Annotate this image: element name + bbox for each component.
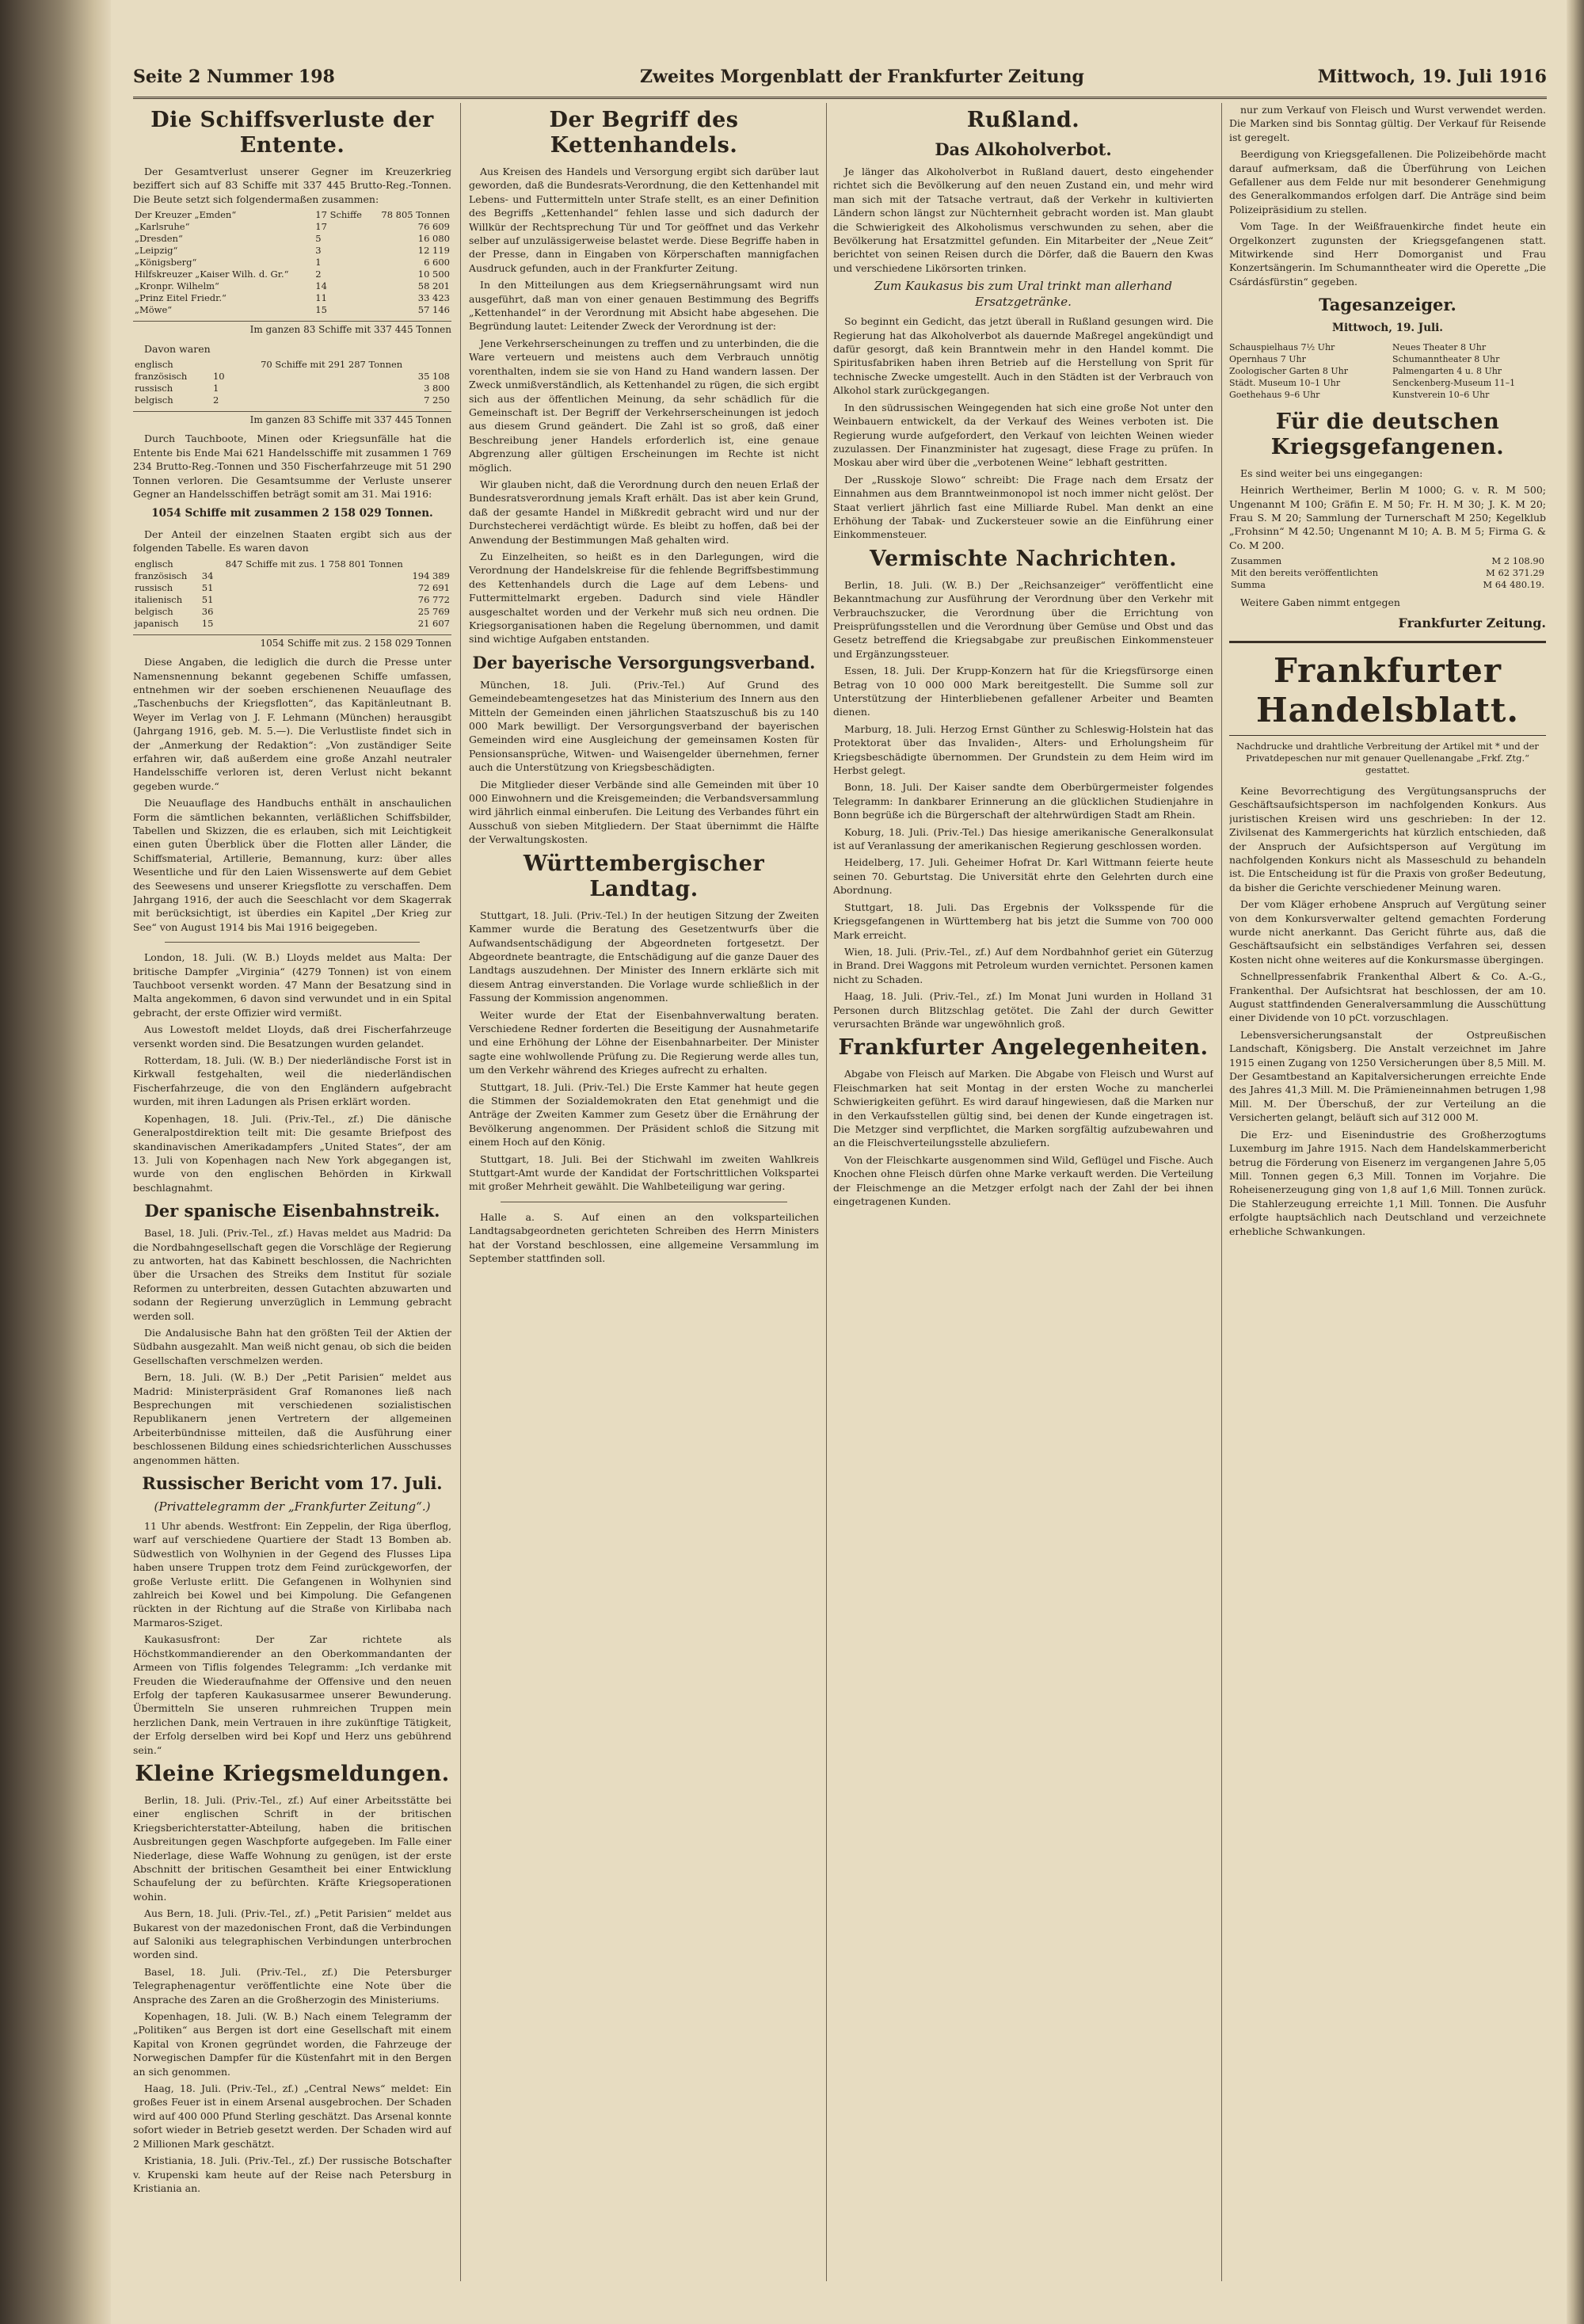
fleet-row — [133, 221, 451, 233]
article-paragraph: In den südrussischen Weingegenden hat sich eine große Not unter den Weinbauern entwickelt, da der Verkauf des Weines verboten ist. Die Regierung wurde aufgefordert, den Verkauf von leichten Weinen wieder zuzulassen. Der Finanzminister hat zugesagt, diese Frage zu prüfen. In Moskau aber wird über die „verbotenen Weine“ lebhaft gestritten. — [833, 401, 1213, 469]
table-value-cell: 33 423 — [417, 292, 450, 304]
issue-date: Mittwoch, 19. Juli 1916 — [1317, 67, 1547, 87]
table-label-cell: russisch — [135, 581, 173, 593]
table-value-cell: 7 250 — [424, 394, 450, 406]
listing-item: Schumanntheater 8 Uhr — [1392, 353, 1500, 364]
column-rule — [826, 103, 827, 2281]
article-paragraph: Die Mitglieder dieser Verbände sind alle Gemeinden mit über 10 000 Einwohnern und die Kreisgemeinden; die Verbandsversammlung wird jährlich einmal einberufen. Die Leitung des Verbandes führt ein Ausschuß von sieben Mitgliedern. Der Staat übernimmt die Hälfte der Verwaltungskosten. — [469, 778, 819, 846]
table-value-cell: 51 — [201, 593, 214, 605]
headline-subtitle: (Privattelegramm der „Frankfurter Zeitung“.) — [154, 1499, 431, 1514]
table-value-cell: 3 800 — [424, 383, 450, 394]
fleet-row — [133, 257, 451, 269]
article-paragraph: Der Gesamtverlust unserer Gegner im Kreuzerkrieg beziffert sich auf 83 Schiffe mit 337 445 Brutto-Reg.-Tonnen. Die Beute setzt sich folgendermaßen zusammen: — [133, 166, 451, 205]
article-paragraph: London, 18. Juli. (W. B.) Lloyds meldet aus Malta: Der britische Dampfer „Virginia“ (4279 Tonnen) ist von einem Tauchboot versenkt worden. 47 Mann der Besatzung sind in Malta angekommen, 6 davon sind verwundet und in ein Spital gebracht, der erste Offizier wird vermißt. — [133, 951, 451, 1019]
article-paragraph: Aus Lowestoft meldet Lloyds, daß drei Fischerfahrzeuge versenkt worden sind. Die Besatzungen wurden gelandet. — [133, 1023, 451, 1050]
article-paragraph: Aus Bern, 18. Juli. (Priv.-Tel., zf.) „Petit Parisien“ meldet aus Bukarest von der mazedonischen Front, daß die Verbindungen auf Saloniki aus telegraphischen Verbindungen unterbrochen worden sind. — [133, 1907, 451, 1961]
article-paragraph: Essen, 18. Juli. Der Krupp-Konzern hat für die Kriegsfürsorge einen Betrag von 10 000 000 Mark bereitgestellt. Die Summe soll zur Unterstützung der Hinterbliebenen gefallener Arbeiter und Beamten dienen. — [833, 665, 1213, 718]
table-label-cell: Hilfskreuzer „Kaiser Wilh. d. Gr.“ — [135, 269, 289, 280]
listing-item: Zoologischer Garten 8 Uhr — [1229, 365, 1348, 376]
article-paragraph: Lebensversicherungsanstalt der Ostpreußischen Landschaft, Königsberg. Die Anstalt verzeichnet im Jahre 1915 einen Zugang von 1250 Versicherungen über 8,5 Mill. M. Der Gesamtbestand an Kapitalversicherungen erreichte Ende des Jahres 41,3 Mill. M. Die Prämieneinnahmen betrugen 1,98 Mill. M. Der Überschuß, der zur Verteilung an die Versicherten gelangt, beläuft sich auf 312 000 M. — [1229, 1028, 1546, 1124]
state-row — [133, 594, 451, 606]
table-label-cell: „Dresden“ — [135, 233, 183, 245]
fleet-row — [133, 304, 451, 316]
nation-row — [133, 394, 451, 406]
article-paragraph: Zu Einzelheiten, so heißt es in den Darlegungen, wird die Verordnung der Handelskreise für die fehlende Begriffsbestimmung des Kettenhandels durch die Lage auf dem Lebens- und Futtermittelmarkt ergeben. Dadurch sind viele Händler ausgeschaltet worden und der Verkehr muß sich neu ordnen. Die Kriegsorganisationen haben die Regelung übernommen, und damit sind wichtige Aufgaben entstanden. — [469, 550, 819, 646]
table-value-cell: 76 609 — [417, 221, 450, 233]
page-edge — [1567, 0, 1584, 2324]
nation-row — [133, 383, 451, 394]
masthead-note: Nachdrucke und drahtliche Verbreitung der Artikel mit * und der Privatdepeschen nur mit genauer Quellenangabe „Frkf. Ztg.“ gestattet. — [1236, 740, 1539, 775]
table-value-cell: 10 500 — [417, 269, 450, 280]
article-paragraph: Bern, 18. Juli. (W. B.) Der „Petit Parisien“ meldet aus Madrid: Ministerpräsident Graf Romanones ließ nach Besprechungen mit verschiedenen sozialistischen Republikanern jenen Vertretern der allgemeinen Arbeiterbündnisse mitteilen, daß die Ausführung einer beschlossenen Bildung eines schiedsrichterlichen Ausschusses angenommen hätten. — [133, 1371, 451, 1466]
fleet-total: Im ganzen 83 Schiffe mit 337 445 Tonnen — [133, 321, 451, 337]
article-paragraph: Wien, 18. Juli. (Priv.-Tel., zf.) Auf dem Nordbahnhof geriet ein Güterzug in Brand. Drei Waggons mit Petroleum wurden vernichtet. Personen kamen nicht zu Schaden. — [833, 945, 1213, 985]
page-number: Seite 2 Nummer 198 — [133, 67, 335, 87]
column-2 — [469, 103, 819, 2281]
listing-item: Opernhaus 7 Uhr — [1229, 353, 1306, 364]
article-paragraph: Haag, 18. Juli. (Priv.-Tel., zf.) Im Monat Juni wurden in Holland 31 Personen durch Blitzschlag getötet. Die Zahl der durch Gewitter verursachten Brände war ungewöhnlich groß. — [833, 990, 1213, 1030]
fleet-row — [133, 209, 451, 221]
previous-label: Mit den bereits veröffentlichten — [1231, 567, 1379, 579]
page-header — [133, 62, 1547, 99]
table-label-cell: „Leipzig“ — [135, 245, 178, 257]
article-paragraph: Weiter wurde der Etat der Eisenbahnverwaltung beraten. Verschiedene Redner forderten die Beseitigung der Ausnahmetarife und eine Erhöhung der Löhne der Eisenbahnarbeiter. Der Minister sagte eine wohlwollende Prüfung zu. Die Regierung werde alles tun, um den Verkehr während des Krieges aufrecht zu erhalten. — [469, 1008, 819, 1076]
article-paragraph: Haag, 18. Juli. (Priv.-Tel., zf.) „Central News“ meldet: Ein großes Feuer ist in einem Arsenal ausgebrochen. Der Schaden wird auf 400 000 Pfund Sterling geschätzt. Das Arsenal konnte sofort wieder in Betrieb gesetzt werden. Der Schaden wird auf 2 Millionen Mark geschätzt. — [133, 2082, 451, 2150]
article-paragraph: Keine Bevorrechtigung des Vergütungsanspruchs der Geschäftsaufsichtsperson im nachfolgenden Konkurs. Aus juristischen Kreisen wird uns geschrieben: In der 12. Zivilsenat des Kammergerichts hat kürzlich entschieden, daß der Anspruch der Aufsichtsperson auf Vergütung im nachfolgenden Konkurs nicht als Masseschuld zu behandeln ist. Die Entscheidung ist für die Praxis von großer Bedeutung, da bisher die Gerichte verschiedener Meinung waren. — [1229, 784, 1546, 893]
table-value-cell: 11 — [315, 292, 327, 304]
table-value-cell: 15 — [201, 617, 214, 629]
article-paragraph: Beerdigung von Kriegsgefallenen. Die Polizeibehörde macht darauf aufmerksam, daß die Überführung von Leichen Gefallener aus dem Felde nur mit besonderer Genehmigung des Generalkommandos erfolgen darf. Die Anträge sind beim Polizeipräsidium zu stellen. — [1229, 148, 1546, 215]
nations-table — [133, 359, 451, 406]
listing-item: Schauspielhaus 7½ Uhr — [1229, 341, 1335, 352]
states-table — [133, 558, 451, 630]
table-label-cell: französisch — [135, 371, 188, 383]
article-paragraph: Es sind weiter bei uns eingegangen: — [1240, 467, 1423, 479]
article-paragraph: Weitere Gaben nimmt entgegen — [1240, 596, 1400, 609]
table-value-cell: 16 080 — [417, 233, 450, 245]
table-label-cell: „Prinz Eitel Friedr.“ — [135, 292, 227, 304]
article-paragraph: Stuttgart, 18. Juli. Bei der Stichwahl im zweiten Wahlkreis Stuttgart-Amt wurde der Kandidat der Fortschrittlichen Volkspartei mit großer Mehrheit gewählt. Die Wahlbeteiligung war gering. — [469, 1152, 819, 1193]
listings-grid — [1229, 342, 1546, 402]
table-label-cell: französisch — [135, 570, 188, 581]
divider — [165, 942, 420, 943]
table-value-cell: 34 — [201, 570, 214, 581]
fleet-table — [133, 209, 451, 316]
article-paragraph: 11 Uhr abends. Westfront: Ein Zeppelin, der Riga überflog, warf auf verschiedene Quartiere der Stadt 13 Bomben ab. Südwestlich von Wolhynien in der Gegend des Flusses Lipa haben unsere Truppen trotz dem Feind zurückgeworfen, der große Verluste erlitt. Die Gefangenen in Wolhynien sind zahlreich bei Kowel und bei Kimpolung. Die Gefangenen rückten in der Richtung auf die Straße von Kirlibaba nach Marmaros-Sziget. — [133, 1520, 451, 1629]
table-value-cell: 194 389 — [412, 570, 450, 581]
table-label-cell: englisch — [135, 359, 173, 371]
table-label-cell: „Karlsruhe“ — [135, 221, 190, 233]
article-paragraph: So beginnt ein Gedicht, das jetzt überall in Rußland gesungen wird. Die Regierung hat das Alkoholverbot als dauernde Maßregel angekündigt und dafür gesorgt, daß kein Branntwein mehr in den Handel kommt. Die Spiritusfabriken haben ihren Betrieb auf die Herstellung von Sprit für technische Zwecke umgestellt. Auch in den Städten ist der Verbrauch von Alkohol stark zurückgegangen. — [833, 315, 1213, 397]
table-value-cell: 17 — [315, 221, 327, 233]
table-label-cell: „Kronpr. Wilhelm“ — [135, 280, 219, 292]
table-value-cell: 2 — [315, 269, 322, 280]
article-paragraph: Von der Fleischkarte ausgenommen sind Wild, Geflügel und Fische. Auch Knochen ohne Fleisch dürfen ohne Marke verkauft werden. Die Verteilung der Fleischmenge an die Metzger erfolgt nach der Zahl der bei ihnen eingetragenen Kunden. — [833, 1153, 1213, 1207]
table-value-cell: 14 — [315, 280, 327, 292]
table-value-cell: 3 — [315, 245, 322, 257]
state-row — [133, 606, 451, 618]
listings-date: Mittwoch, 19. Juli. — [1332, 322, 1443, 335]
headline-miscellaneous: Vermischte Nachrichten. — [870, 546, 1177, 571]
article-paragraph: München, 18. Juli. (Priv.-Tel.) Auf Grund des Gemeindebeamtengesetzes hat das Ministerium des Innern aus den Mitteln der Gemeinden einen jährlichen Staatszuschuß bis zu 140 000 Mark bewilligt. Der Versorgungsverband der bayerischen Gemeinden wird eine Ausgleichung der gemeinsamen Kosten für Pensionsansprüche, Witwen- und Waisengelder übernehmen, ferner auch die Unterstützung von Kriegsbeschädigten. — [469, 678, 819, 774]
total-losses-line: 1054 Schiffe mit zusammen 2 158 029 Tonnen. — [151, 507, 433, 520]
article-paragraph: Kopenhagen, 18. Juli. (Priv.-Tel., zf.) Die dänische Generalpostdirektion teilt mit: Die gesamte Briefpost des skandinavischen Amerikadampfers „United States“, der am 13. Juli von Kopenhagen nach New York abgegangen ist, wurde von den englischen Behörden in Kirkwall beschlagnahmt. — [133, 1112, 451, 1194]
table-value-cell: 72 691 — [417, 581, 450, 593]
headline-daily-listings: Tagesanzeiger. — [1319, 295, 1456, 315]
state-row — [133, 618, 451, 630]
table-value-cell: 70 Schiffe mit 291 287 Tonnen — [261, 359, 403, 371]
article-paragraph: Halle a. S. Auf einen an den volksparteilichen Landtagsabgeordneten gerichteten Schreiben des Herrn Ministers hat der Vorstand beschlossen, eine allgemeine Versammlung im September stattfinden soll. — [469, 1210, 819, 1265]
article-paragraph: Der „Russkoje Slowo“ schreibt: Die Frage nach dem Ersatz der Einnahmen aus dem Branntweinmonopol ist noch immer nicht gelöst. Der Staat verliert jährlich fast eine Milliarde Rubel. Man denkt an eine Erhöhung der Tabak- und Zuckersteuer sowie an die Einführung einer Einkommensteuer. — [833, 473, 1213, 541]
article-paragraph: Marburg, 18. Juli. Herzog Ernst Günther zu Schleswig-Holstein hat das Protektorat über das Invaliden-, Alters- und Erholungsheim für Kriegsbeschädigte übernommen. Der Grundstein zu dem Heim wird im Herbst gelegt. — [833, 722, 1213, 777]
headline-russian-report: Russischer Bericht vom 17. Juli. — [142, 1473, 443, 1494]
table-value-cell: 1 — [315, 257, 322, 269]
table-value-cell: 6 600 — [424, 257, 450, 269]
table-value-cell: 10 — [212, 371, 225, 383]
listing-item: Städt. Museum 10–1 Uhr — [1229, 377, 1341, 388]
table-value-cell: 58 201 — [417, 280, 450, 292]
table-value-cell: 21 607 — [417, 617, 450, 629]
headline-wuerttemberg-diet: Württembergischer Landtag. — [523, 851, 765, 901]
article-paragraph: Diese Angaben, die lediglich die durch die Presse unter Namensnennung bekannt gegebenen Schiffe umfassen, entnehmen wir der soeben erschienenen Neuauflage des „Taschenbuchs der Kriegsflotten“, das Kapitänleutnant B. Weyer im Verlag von J. F. Lehmann (München) herausgibt (Jahrgang 1916, geb. M. 5.—). Die Verlustliste findet sich in der „Anmerkung der Redaktion“: „Von zuständiger Seite erfahren wir, daß außerdem eine große Anzahl neutraler Handelsschiffe verloren ist, deren Verlust nicht bekannt gegeben wurde.“ — [133, 656, 451, 792]
article-paragraph: Berlin, 18. Juli. (W. B.) Der „Reichsanzeiger“ veröffentlicht eine Bekanntmachung zur Ausführung der Verordnung über den Verkehr mit Verbrauchszucker, die Verordnung über die Errichtung von Preisprüfungsstellen und die Verordnung über Gemüse und Obst und das Gesetz betreffend die Kriegsabgabe zur preußischen Einkommensteuer und Ergänzungssteuer. — [833, 578, 1213, 660]
article-paragraph: Die Andalusische Bahn hat den größten Teil der Aktien der Südbahn ausgezahlt. Man weiß nicht genau, ob sich die beiden Gesellschaften verschmelzen werden. — [133, 1326, 451, 1366]
table-value-cell: 1 — [212, 383, 219, 394]
article-paragraph: Durch Tauchboote, Minen oder Kriegsunfälle hat die Entente bis Ende Mai 621 Handelsschiffe mit zusammen 1 769 234 Brutto-Reg.-Tonnen und 350 Fischerfahrzeuge mit 51 290 Tonnen verloren. Die Gesamtsumme der Verluste unserer Gegner an Handelsschiffen beträgt somit am 31. Mai 1916: — [133, 432, 451, 501]
article-paragraph: Schnellpressenfabrik Frankenthal Albert & Co. A.-G., Frankenthal. Der Aufsichtsrat hat beschlossen, der am 10. August stattfindenden Generalversammlung die Ausschüttung einer Dividende von 10 pCt. vorzuschlagen. — [1229, 970, 1546, 1024]
table-label-cell: russisch — [135, 383, 173, 394]
article-paragraph: In den Mitteilungen aus dem Kriegsernährungsamt wird nun ausgeführt, daß man von einer genauen Bestimmung des Begriffs „Kettenhandel“ in der Verordnung mit Absicht habe abgesehen. Die Begründung lautet: Leitender Zweck der Verordnung ist der: — [469, 279, 819, 333]
table-label-cell: belgisch — [135, 394, 173, 406]
article-paragraph: Der vom Kläger erhobene Anspruch auf Vergütung seiner von dem Konkursverwalter geltend gemachten Forderung wurde nicht anerkannt. Das Gericht führte aus, daß die Geschäftsaufsicht ein selbständiges Verfahren sei, dessen Kosten nicht ohne weiteres auf die Konkursmasse übergingen. — [1229, 898, 1546, 966]
listing-item: Goethehaus 9–6 Uhr — [1229, 389, 1320, 400]
fleet-row — [133, 245, 451, 257]
article-paragraph: Kopenhagen, 18. Juli. (W. B.) Nach einem Telegramm der „Politiken“ aus Bergen ist dort eine Gesellschaft mit einem Kapital von Kronen gegründet worden, die Fahrzeuge der Norwegischen Dampfer für die Küstenfahrt mit in den Bergen an sich genommen. — [133, 2010, 451, 2078]
table-label-cell: englisch — [135, 558, 173, 570]
table-value-cell: 51 — [201, 581, 214, 593]
article-paragraph: Je länger das Alkoholverbot in Rußland dauert, desto eingehender richtet sich die Bevölkerung auf den neuen Zustand ein, und mehr wird man sich mit der Tatsache vertraut, daß der Verkehr in kultivierten Ländern schon längst zur Nüchternheit gebracht worden ist. Man glaubt die Schwierigkeit des Alkoholismus verschwunden zu sehen, aber die Bevölkerung hat Ersatzmittel gefunden. Ein Mitarbeiter der „Neue Zeit“ berichtet von seinen Reisen durch die Dörfer, daß die Bauern den Kwas und verschiedene Likörsorten trinken. — [833, 166, 1213, 274]
headline-bavarian-association: Der bayerische Versorgungsverband. — [472, 652, 816, 672]
donation-totals — [1229, 555, 1546, 591]
article-paragraph: Basel, 18. Juli. (Priv.-Tel., zf.) Die Petersburger Telegraphenagentur veröffentlichte eine Note über die Ansprache des Zaren an die Großherzogin des Ministeriums. — [133, 1965, 451, 2006]
headline-small-war-reports: Kleine Kriegsmeldungen. — [135, 1761, 450, 1786]
article-paragraph: Berlin, 18. Juli. (Priv.-Tel., zf.) Auf einer Arbeitsstätte bei einer englischen Schrift in der britischen Kriegsberichterstatter-Abteilung, haben die britischen Ausbreitungen gegen Waschpforte aufgegeben. Im Falle einer Niederlage, diese Waffe Wohnung zu genügen, ist der erste Abschnitt der britischen Gesamtheit bei einer Entwicklung Schaufelung der zu befürchten. Kräfte Kriegsoperationen wohin. — [133, 1793, 451, 1903]
article-paragraph: Wir glauben nicht, daß die Verordnung durch den neuen Erlaß der Bundesratsverordnung jemals Kraft erhält. Das ist aber kein Grund, daß der gesamte Handel in Mißkredit gebracht wird und nur der Durchstecherei verdächtigt würde. Es bleibt zu hoffen, daß bei der Anwendung der Bestimmungen Maß gehalten wird. — [469, 478, 819, 546]
nation-row — [133, 359, 451, 371]
headline-alcohol-ban: Das Alkoholverbot. — [935, 139, 1112, 159]
article-paragraph: nur zum Verkauf von Fleisch und Wurst verwendet werden. Die Marken sind bis Sonntag gültig. Der Verkauf für Reisende ist geregelt. — [1229, 104, 1546, 143]
listing-item: Palmengarten 4 u. 8 Uhr — [1392, 365, 1502, 376]
article-paragraph: Kaukasusfront: Der Zar richtete als Höchstkommandierender an den Oberkommandanten der Armeen von Tiflis folgendes Telegramm: „Ich verdanke mit Freuden die Wiederaufnahme der Offensive und den neuen Erfolg der tapferen Kaukasusarmee unserer Bewunderung. Übermitteln Sie unseren ruhmreichen Truppen mein herzlichen Dank, mein Vertrauen in ihre zukünftige Tätigkeit, der Erfolg derselben wird bei Kopf und Herz uns gebührend sein.“ — [133, 1633, 451, 1756]
table-value-cell: 57 146 — [417, 304, 450, 316]
article-paragraph: Kristiania, 18. Juli. (Priv.-Tel., zf.) Der russische Botschafter v. Krupenski kam heute auf der Reise nach Petersburg in Kristiania an. — [133, 2154, 451, 2194]
listing-item: Neues Theater 8 Uhr — [1392, 341, 1487, 352]
table-value-cell: 5 — [315, 233, 322, 245]
headline-frankfurt-affairs: Frankfurter Angelegenheiten. — [838, 1035, 1209, 1061]
table-label-cell: „Möwe“ — [135, 304, 173, 316]
fleet-row — [133, 280, 451, 292]
article-paragraph: Heidelberg, 17. Juli. Geheimer Hofrat Dr. Karl Wittmann feierte heute seinen 70. Geburtstag. Die Universität ehrte den Gelehrten durch eine Abordnung. — [833, 856, 1213, 897]
sum-value: M 2 108.90 — [1491, 555, 1544, 567]
headline-chain-trade: Der Begriff des Kettenhandels. — [549, 108, 739, 158]
column-3 — [833, 103, 1213, 2281]
listing-item: Senckenberg-Museum 11–1 — [1392, 377, 1516, 388]
table-value-cell: 847 Schiffe mit zus. 1 758 801 Tonnen — [225, 558, 403, 570]
poem-line: Zum Kaukasus bis zum Ural trinkt man allerhand Ersatzgetränke. — [874, 279, 1173, 310]
article-paragraph: Rotterdam, 18. Juli. (W. B.) Der niederländische Forst ist in Kirkwall festgehalten, weil die niederländischen Fischerfahrzeuge, die von den Engländern aufgebracht wurden, mit ihren Ladungen als Prisen erklärt worden. — [133, 1054, 451, 1108]
donor-list: Heinrich Wertheimer, Berlin M 1000; G. v. R. M 500; Ungenannt M 100; Gräfin E. M 50; Fr. H. M 30; J. K. M 20; Frau S. M 20; Sammlung der Turnerschaft M 250; Kegelklub „Frohsinn“ M 42.50; Ungenannt M 10; A. B. M 5; Firma G. & Co. M 200. — [1229, 484, 1546, 551]
table-value-cell: 17 Schiffe — [315, 209, 362, 221]
article-paragraph: Davon waren — [144, 342, 211, 355]
table-value-cell: 35 108 — [417, 371, 450, 383]
table-value-cell: 15 — [315, 304, 327, 316]
sum-label: Zusammen — [1231, 555, 1282, 567]
table-value-cell: 76 772 — [417, 593, 450, 605]
section-masthead: Frankfurter Handelsblatt. — [1229, 641, 1546, 736]
signoff: Frankfurter Zeitung. — [1398, 615, 1546, 631]
table-label-cell: Der Kreuzer „Emden“ — [135, 209, 237, 221]
column-rule — [1221, 103, 1222, 2281]
column-4 — [1229, 103, 1546, 2281]
article-paragraph: Abgabe von Fleisch auf Marken. Die Abgabe von Fleisch und Wurst auf Fleischmarken hat seit Montag in der ersten Woche zu mancherlei Schwierigkeiten geführt. Es wird darauf hingewiesen, daß die Marken nur in den Verkaufsstellen gültig sind, bei denen der Kunde eingetragen ist. Die Metzger sind verpflichtet, die Marken sorgfältig aufzubewahren und an die Fleischverteilungsstelle abzuliefern. — [833, 1068, 1213, 1149]
column-1 — [133, 103, 451, 2281]
article-paragraph: Bonn, 18. Juli. Der Kaiser sandte dem Oberbürgermeister folgendes Telegramm: In dankbarer Erinnerung an die glücklichen Studienjahre in Bonn begrüße ich die Bürgerschaft der altehrwürdigen Stadt am Rhein. — [833, 781, 1213, 821]
column-rule — [460, 103, 461, 2281]
headline-ship-losses: Die Schiffsverluste der Entente. — [150, 108, 434, 158]
nation-row — [133, 371, 451, 383]
nations-total: Im ganzen 83 Schiffe mit 337 445 Tonnen — [133, 411, 451, 427]
previous-value: M 62 371.29 — [1486, 567, 1544, 579]
grand-total-value: M 64 480.19. — [1483, 579, 1544, 591]
article-paragraph: Der Anteil der einzelnen Staaten ergibt sich aus der folgenden Tabelle. Es waren davon — [133, 528, 451, 554]
fleet-row — [133, 292, 451, 304]
table-label-cell: japanisch — [135, 617, 179, 629]
article-paragraph: Stuttgart, 18. Juli. (Priv.-Tel.) Die Erste Kammer hat heute gegen die Stimmen der Sozialdemokraten den Etat genehmigt und die Anträge der Zweiten Kammer zum Gesetz über die Ernährung der Bevölkerung angenommen. Der Präsident schloß die Sitzung mit einem Hoch auf den König. — [469, 1080, 819, 1149]
newspaper-title: Zweites Morgenblatt der Frankfurter Zeitung — [640, 67, 1084, 87]
table-value-cell: 25 769 — [417, 605, 450, 617]
listing-item: Kunstverein 10–6 Uhr — [1392, 389, 1490, 400]
headline-russia: Rußland. — [966, 108, 1080, 132]
article-paragraph: Stuttgart, 18. Juli. (Priv.-Tel.) In der heutigen Sitzung der Zweiten Kammer wurde die Beratung des Gesetzentwurfs über die Aufwandsentschädigung der Abgeordneten fortgesetzt. Der Abgeordnete beantragte, die Entschädigung auf die ganze Dauer des Landtags auszudehnen. Der Minister des Innern erklärte sich mit diesem Antrag einverstanden. Die Vorlage wurde schließlich in der Fassung der Kommission angenommen. — [469, 909, 819, 1004]
article-paragraph: Koburg, 18. Juli. (Priv.-Tel.) Das hiesige amerikanische Generalkonsulat ist auf Veranlassung der amerikanischen Regierung geschlossen worden. — [833, 825, 1213, 852]
state-row — [133, 570, 451, 582]
table-label-cell: belgisch — [135, 605, 173, 617]
article-paragraph: Die Neuauflage des Handbuchs enthält in anschaulichen Form die sämtlichen bekannten, verläßlichen Schiffsbilder, Tabellen und Skizzen, die es erlauben, sich mit Leichtigkeit einen guten Überblick über die Flotten aller Länder, die Schiffsmaterial, Artillerie, Bemannung, kurz: über alles Wesentliche und für den Laien Wissenswerte auf dem Gebiet des Seewesens und unserer Kriegsflotte zu verschaffen. Dem Jahrgang 1916, der auch die Seeschlacht vor dem Skagerrak mit berücksichtigt, ist überdies ein Kapitel „Der Krieg zur See“ von August 1914 bis Mai 1916 beigegeben. — [133, 797, 451, 933]
table-label-cell: „Königsberg“ — [135, 257, 197, 269]
article-paragraph: Stuttgart, 18. Juli. Das Ergebnis der Volksspende für die Kriegsgefangenen in Württemberg hat bis jetzt die Summe von 700 000 Mark erreicht. — [833, 901, 1213, 941]
table-value-cell: 2 — [212, 394, 219, 406]
state-row — [133, 558, 451, 570]
article-paragraph: Aus Kreisen des Handels und Versorgung ergibt sich darüber laut geworden, daß die Bundesrats-Verordnung, die den Kettenhandel mit Lebens- und Futtermitteln unter Strafe stellt, es an einer Definition des Begriffs „Kettenhandel“ fehlen lasse und sich dadurch der Willkür der Rechtsprechung Tür und Tor geöffnet und das Verkehr selber auf unzulässigerweise belastet werde. Diese Begriffe haben in der Presse, dann in Eingaben von Körperschaften mannigfachen Ausdruck gefunden, auch in der Frankfurter Zeitung. — [469, 166, 819, 274]
article-paragraph: Die Erz- und Eisenindustrie des Großherzogtums Luxemburg im Jahre 1915. Nach dem Handelskammerbericht betrug die Förderung von Eisenerz im vergangenen Jahre 5,05 Mill. Tonnen gegen 6,3 Mill. Tonnen im Vorjahre. Die Roheisenerzeugung ging von 1,8 auf 1,6 Mill. Tonnen zurück. Die Stahlerzeugung erreichte 1,1 Mill. Tonnen. Die Ausfuhr erfolgte hauptsächlich nach Deutschland und verzeichnete erhebliche Schwankungen. — [1229, 1128, 1546, 1237]
headline-spanish-strike: Der spanische Eisenbahnstreik. — [144, 1201, 440, 1221]
article-paragraph: Jene Verkehrserscheinungen zu treffen und zu unterbinden, die die Ware verteuern und meistens auch dem Verbrauch unnötig vorenthalten, indem sie sie von Hand zu Hand wandern lassen. Der Zweck unmißverständlich, als Kettenhandel zu rügen, die sich ergibt sich aus der öffentlichen Meinung, da sehr schädlich für die Gemeinschaft ist. Der Begriff der Verkehrserscheinungen ist jedoch aus diesem Grund geändert. Die Zahl ist so groß, daß einer Beschreibung jener Handels erforderlich ist, eine genaue Abgrenzung aller gültigen Erscheinungen im Rechte ist nicht möglich. — [469, 337, 819, 474]
article-paragraph: Vom Tage. In der Weißfrauenkirche findet heute ein Orgelkonzert zugunsten der Kriegsgefangenen statt. Mitwirkende sind Herr Domorganist und Frau Konzertsängerin. Im Schumanntheater wird die Operette „Die Csárdásfürstin“ gegeben. — [1229, 220, 1546, 288]
fleet-row — [133, 269, 451, 280]
state-row — [133, 582, 451, 594]
grand-total-label: Summa — [1231, 579, 1266, 591]
table-label-cell: italienisch — [135, 593, 183, 605]
book-binding — [0, 0, 111, 2324]
article-paragraph: Basel, 18. Juli. (Priv.-Tel., zf.) Havas meldet aus Madrid: Da die Nordbahngesellschaft gegen die Vorschläge der Regierung zu antworten, hat das Kabinett beschlossen, die Nachrichten über die Ursachen des Streiks dem Institut für soziale Reformen zu unterbreiten, dessen Gutachten abzuwarten und sodann der Regierung unverzüglich in Lemmung gebracht werden soll. — [133, 1227, 451, 1322]
table-value-cell: 36 — [201, 605, 214, 617]
states-total: 1054 Schiffe mit zus. 2 158 029 Tonnen — [133, 634, 451, 650]
table-value-cell: 78 805 Tonnen — [381, 209, 450, 221]
table-value-cell: 12 119 — [417, 245, 450, 257]
fleet-row — [133, 233, 451, 245]
headline-pow-fund: Für die deutschen Kriegsgefangenen. — [1270, 409, 1505, 459]
